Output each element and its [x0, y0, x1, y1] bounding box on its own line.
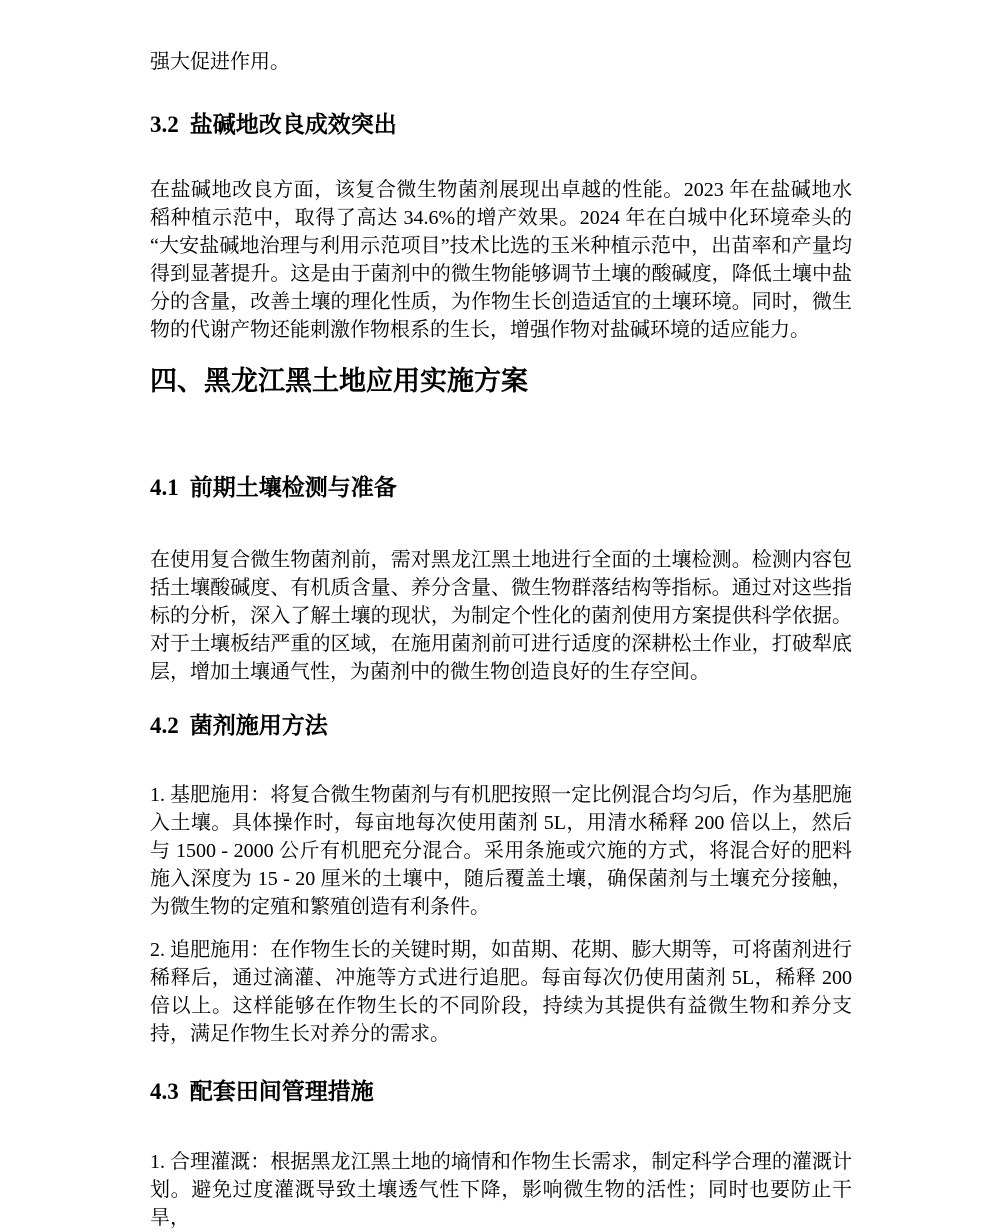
section-number-4-2: 4.2: [150, 713, 179, 738]
chapter-heading-4: 四、黑龙江黑土地应用实施方案: [150, 366, 528, 396]
list-item-4-2-1: 1. 基肥施用：将复合微生物菌剂与有机肥按照一定比例混合均匀后，作为基肥施入土壤。具体操作时，每亩地每次使用菌剂 5L，用清水稀释 200 倍以上，然后与 1500 - 2000 公斤有机肥充分混合。采用条施或穴施的方式，将混合好的肥料施入深度为 15 - 20 厘米的土壤中，随后覆盖土壤，确保菌剂与土壤充分接触，为微生物的定殖和繁殖创造有利条件。: [150, 784, 852, 918]
section-number-4-1: 4.1: [150, 475, 179, 500]
section-heading-4-1: [150, 473, 852, 503]
list-item-4-3-1: 1. 合理灌溉：根据黑龙江黑土地的墒情和作物生长需求，制定科学合理的灌溉计划。避免过度灌溉导致土壤透气性下降，影响微生物的活性；同时也要防止干旱，: [150, 1151, 852, 1229]
section-heading-3-2: [150, 110, 852, 140]
section-heading-4-3: [150, 1077, 852, 1107]
section-title-4-1: 前期土壤检测与准备: [189, 475, 397, 500]
section-title-4-3: 配套田间管理措施: [189, 1079, 374, 1104]
section-heading-4-2: [150, 711, 852, 741]
list-item-4-2-2: 2. 追肥施用：在作物生长的关键时期，如苗期、花期、膨大期等，可将菌剂进行稀释后，通过滴灌、冲施等方式进行追肥。每亩每次仍使用菌剂 5L，稀释 200 倍以上。这样能够在作物生长的不同阶段，持续为其提供有益微生物和养分支持，满足作物生长对养分的需求。: [150, 939, 852, 1045]
paragraph-3-2: 在盐碱地改良方面，该复合微生物菌剂展现出卓越的性能。2023 年在盐碱地水稻种植示范中，取得了高达 34.6%的增产效果。2024 年在白城中化环境牵头的“大安盐碱地治理与利用示范项目”技术比选的玉米种植示范中，出苗率和产量均得到显著提升。这是由于菌剂中的微生物能够调节土壤的酸碱度，降低土壤中盐分的含量，改善土壤的理化性质，为作物生长创造适宜的土壤环境。同时，微生物的代谢产物还能刺激作物根系的生长，增强作物对盐碱环境的适应能力。: [150, 179, 852, 341]
section-number-3-2: 3.2: [150, 112, 179, 137]
paragraph-4-1: 在使用复合微生物菌剂前，需对黑龙江黑土地进行全面的土壤检测。检测内容包括土壤酸碱度、有机质含量、养分含量、微生物群落结构等指标。通过对这些指标的分析，深入了解土壤的现状，为制定个性化的菌剂使用方案提供科学依据。对于土壤板结严重的区域，在施用菌剂前可进行适度的深耕松土作业，打破犁底层，增加土壤通气性，为菌剂中的微生物创造良好的生存空间。: [150, 549, 852, 683]
section-number-4-3: 4.3: [150, 1079, 179, 1104]
section-title-3-2: 盐碱地改良成效突出: [189, 112, 397, 137]
paragraph-intro-fragment: 强大促进作用。: [150, 51, 290, 73]
section-title-4-2: 菌剂施用方法: [189, 713, 328, 738]
